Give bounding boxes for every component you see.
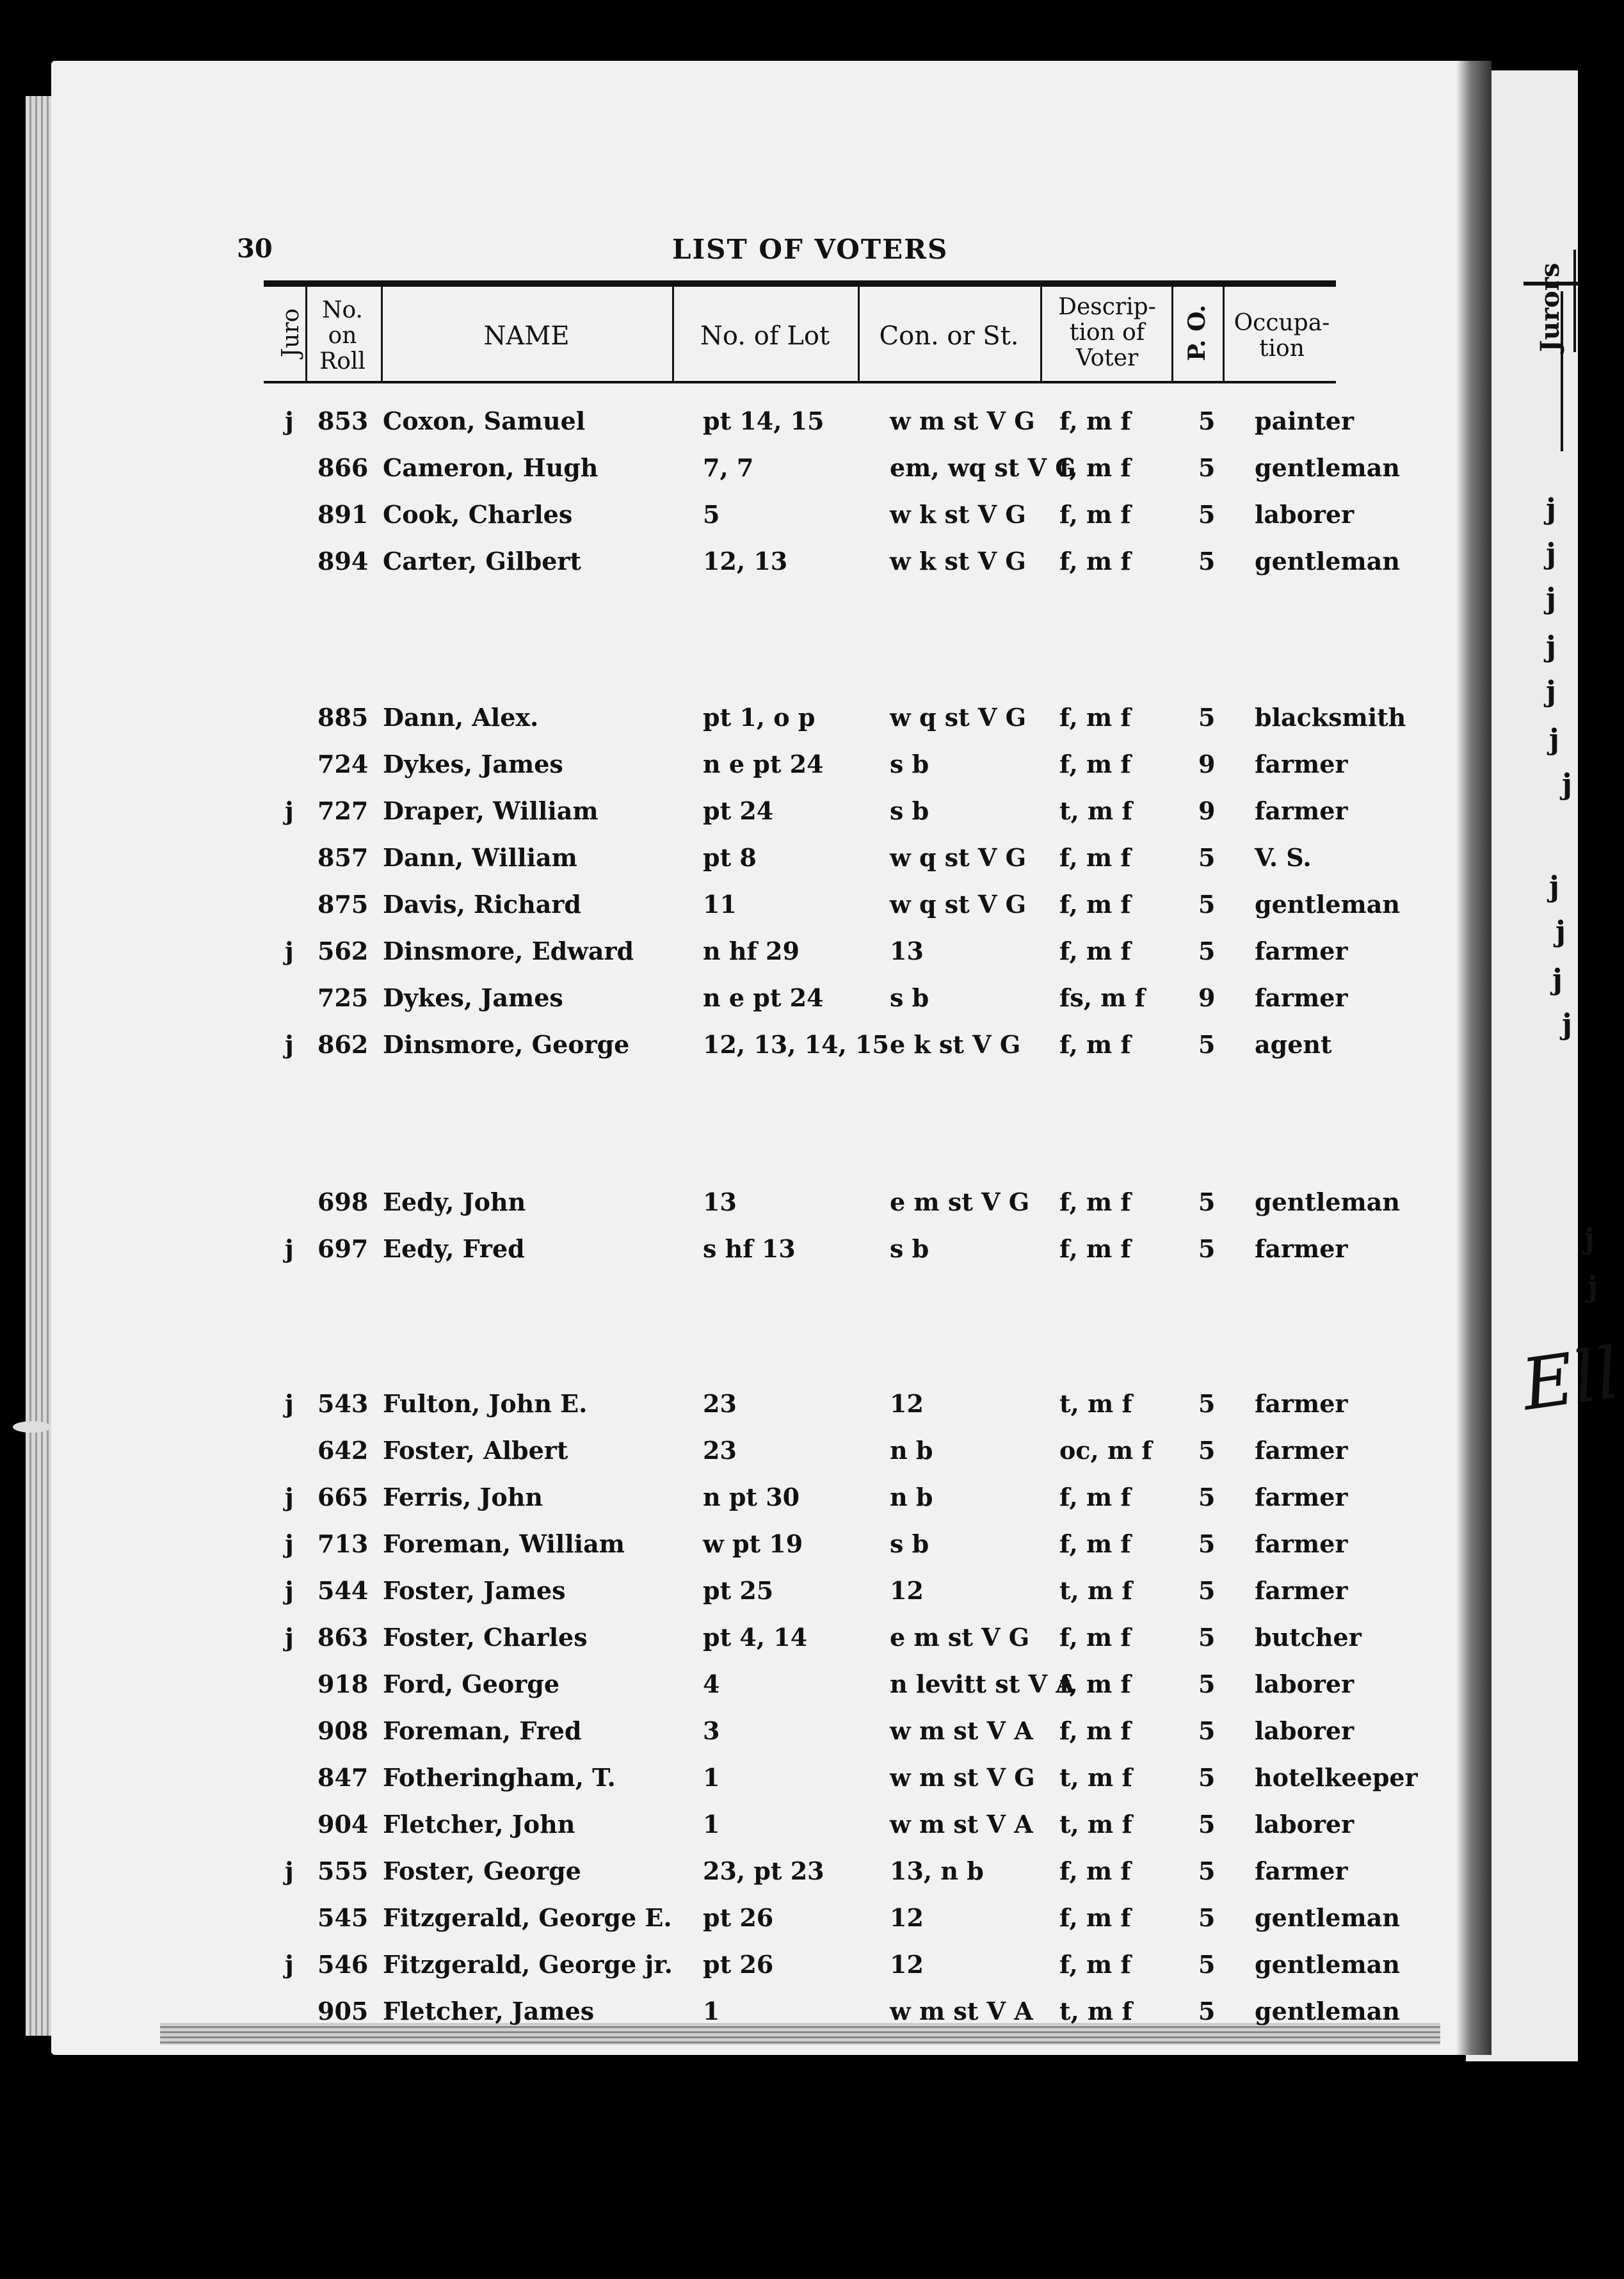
voter-name: Ferris, John [383, 1483, 543, 1511]
lot-number: s hf 13 [703, 1234, 796, 1263]
juror-mark: j [285, 1529, 294, 1558]
juror-mark: j [285, 407, 294, 435]
lot-number: pt 4, 14 [703, 1623, 808, 1652]
juror-mark: j [285, 1576, 294, 1605]
occupation: laborer [1255, 1670, 1355, 1698]
occupation: farmer [1255, 1856, 1348, 1885]
occupation: laborer [1255, 500, 1355, 529]
voter-name: Eedy, John [383, 1188, 526, 1216]
facing-page-juror-mark: j [1556, 915, 1566, 948]
facing-page-jurors-header: Jurors [1535, 250, 1576, 352]
post-office: 5 [1198, 1483, 1216, 1511]
lot-number: pt 8 [703, 843, 757, 872]
voter-name: Coxon, Samuel [383, 407, 586, 435]
voter-description: f, m f [1059, 500, 1131, 529]
concession: s b [890, 983, 929, 1012]
concession: 12 [890, 1389, 924, 1418]
juror-mark: j [285, 1389, 294, 1418]
col-header-con: Con. or St. [879, 321, 1019, 351]
facing-page-juror-mark: j [1546, 538, 1556, 570]
post-office: 5 [1198, 1670, 1216, 1698]
roll-number: 857 [318, 843, 369, 872]
table-row [0, 937, 1472, 975]
lot-number: 12, 13 [703, 547, 788, 576]
concession: w m st V A [890, 1810, 1033, 1839]
occupation: butcher [1255, 1623, 1362, 1652]
lot-number: 5 [703, 500, 720, 529]
post-office: 5 [1198, 1234, 1216, 1263]
concession: w k st V G [890, 500, 1026, 529]
table-row [0, 1763, 1472, 1801]
lot-number: 1 [703, 1763, 720, 1792]
concession: s b [890, 1529, 929, 1558]
roll-number: 724 [318, 750, 369, 778]
col-header-description: Descrip- tion of Voter [1058, 294, 1156, 371]
table-row [0, 1716, 1472, 1755]
roll-number: 862 [318, 1030, 369, 1059]
voter-description: f, m f [1059, 1716, 1131, 1745]
voter-name: Foster, George [383, 1856, 581, 1885]
voter-description: f, m f [1059, 750, 1131, 778]
voter-description: oc, m f [1059, 1436, 1152, 1465]
juror-mark: j [285, 1030, 294, 1059]
roll-number: 543 [318, 1389, 369, 1418]
post-office: 5 [1198, 1903, 1216, 1932]
table-row [0, 890, 1472, 928]
roll-number: 727 [318, 796, 369, 825]
lot-number: pt 26 [703, 1903, 774, 1932]
occupation: farmer [1255, 1389, 1348, 1418]
table-row [0, 1950, 1472, 1988]
roll-number: 904 [318, 1810, 369, 1839]
post-office: 5 [1198, 1950, 1216, 1979]
concession: 13, n b [890, 1856, 984, 1885]
occupation: farmer [1255, 1234, 1348, 1263]
voter-name: Dinsmore, Edward [383, 937, 634, 965]
voter-name: Dykes, James [383, 983, 563, 1012]
roll-number: 905 [318, 1997, 369, 2025]
table-row [0, 1903, 1472, 1942]
col-header-name: NAME [483, 321, 570, 351]
post-office: 5 [1198, 1576, 1216, 1605]
post-office: 5 [1198, 547, 1216, 576]
roll-number: 642 [318, 1436, 369, 1465]
lot-number: pt 1, o p [703, 703, 816, 732]
margin-scribble: Ell [1516, 1332, 1624, 1426]
occupation: gentleman [1255, 1997, 1400, 2025]
voter-description: f, m f [1059, 1623, 1131, 1652]
occupation: gentleman [1255, 1950, 1400, 1979]
post-office: 5 [1198, 1997, 1216, 2025]
voter-description: f, m f [1059, 547, 1131, 576]
facing-page-juror-mark: j [1546, 631, 1556, 663]
roll-number: 713 [318, 1529, 369, 1558]
concession: 12 [890, 1903, 924, 1932]
concession: n b [890, 1436, 933, 1465]
voter-name: Eedy, Fred [383, 1234, 525, 1263]
table-row [0, 1576, 1472, 1615]
concession: w m st V G [890, 1763, 1035, 1792]
occupation: farmer [1255, 1483, 1348, 1511]
lot-number: n hf 29 [703, 937, 800, 965]
lot-number: 1 [703, 1810, 720, 1839]
post-office: 5 [1198, 1856, 1216, 1885]
lot-number: 12, 13, 14, 15 [703, 1030, 889, 1059]
occupation: V. S. [1255, 843, 1312, 872]
post-office: 5 [1198, 500, 1216, 529]
post-office: 5 [1198, 890, 1216, 919]
col-header-juro: Juro [278, 308, 304, 358]
concession: s b [890, 796, 929, 825]
juror-mark: j [285, 1483, 294, 1511]
table-row [0, 1997, 1472, 2035]
table-row [0, 1670, 1472, 1708]
roll-number: 697 [318, 1234, 369, 1263]
concession: w m st V A [890, 1716, 1033, 1745]
voter-description: f, m f [1059, 890, 1131, 919]
post-office: 5 [1198, 453, 1216, 482]
occupation: farmer [1255, 1529, 1348, 1558]
lot-number: 7, 7 [703, 453, 754, 482]
roll-number: 891 [318, 500, 369, 529]
occupation: hotelkeeper [1255, 1763, 1418, 1792]
post-office: 9 [1198, 983, 1216, 1012]
voter-name: Fletcher, John [383, 1810, 575, 1839]
table-row [0, 1856, 1472, 1895]
roll-number: 725 [318, 983, 369, 1012]
facing-page-juror-mark: j [1588, 1271, 1598, 1303]
concession: 13 [890, 937, 924, 965]
post-office: 5 [1198, 843, 1216, 872]
facing-page-juror-mark: j [1552, 963, 1563, 996]
voter-name: Foster, Albert [383, 1436, 568, 1465]
voter-name: Davis, Richard [383, 890, 581, 919]
lot-number: 23 [703, 1389, 737, 1418]
occupation: gentleman [1255, 1903, 1400, 1932]
voter-description: f, m f [1059, 703, 1131, 732]
voter-description: f, m f [1059, 1856, 1131, 1885]
roll-number: 908 [318, 1716, 369, 1745]
voter-description: t, m f [1059, 1810, 1132, 1839]
juror-mark: j [285, 1234, 294, 1263]
facing-page-juror-mark: j [1549, 871, 1559, 903]
occupation: blacksmith [1255, 703, 1406, 732]
lot-number: 23, pt 23 [703, 1856, 824, 1885]
lot-number: n pt 30 [703, 1483, 800, 1511]
post-office: 5 [1198, 703, 1216, 732]
lot-number: 3 [703, 1716, 720, 1745]
header-bottom-rule [264, 381, 1336, 383]
concession: w m st V G [890, 407, 1035, 435]
concession: s b [890, 1234, 929, 1263]
col-header-po: P. O. [1184, 305, 1210, 361]
voter-description: t, m f [1059, 796, 1132, 825]
column-divider [1171, 287, 1173, 381]
page-number: 30 [237, 234, 273, 264]
column-divider [381, 287, 383, 381]
concession: 12 [890, 1576, 924, 1605]
column-divider [672, 287, 674, 381]
voter-name: Fitzgerald, George jr. [383, 1950, 673, 1979]
roll-number: 665 [318, 1483, 369, 1511]
post-office: 5 [1198, 1389, 1216, 1418]
post-office: 5 [1198, 1763, 1216, 1792]
roll-number: 545 [318, 1903, 369, 1932]
voter-description: t, m f [1059, 1389, 1132, 1418]
voter-name: Foster, James [383, 1576, 566, 1605]
post-office: 5 [1198, 1436, 1216, 1465]
post-office: 5 [1198, 937, 1216, 965]
table-row [0, 453, 1472, 492]
lot-number: pt 24 [703, 796, 774, 825]
table-row [0, 750, 1472, 788]
occupation: agent [1255, 1030, 1332, 1059]
voter-name: Foster, Charles [383, 1623, 588, 1652]
post-office: 5 [1198, 1810, 1216, 1839]
voter-name: Fletcher, James [383, 1997, 595, 2025]
voter-name: Dinsmore, George [383, 1030, 630, 1059]
table-row [0, 1483, 1472, 1521]
post-office: 9 [1198, 796, 1216, 825]
roll-number: 562 [318, 937, 369, 965]
concession: e m st V G [890, 1623, 1030, 1652]
post-office: 5 [1198, 1716, 1216, 1745]
juror-mark: j [285, 1623, 294, 1652]
voter-description: f, m f [1059, 453, 1131, 482]
voter-description: f, m f [1059, 1483, 1131, 1511]
voter-description: f, m f [1059, 1234, 1131, 1263]
roll-number: 894 [318, 547, 369, 576]
roll-number: 863 [318, 1623, 369, 1652]
roll-number: 698 [318, 1188, 369, 1216]
post-office: 5 [1198, 1623, 1216, 1652]
concession: w m st V A [890, 1997, 1033, 2025]
header-top-rule [264, 280, 1336, 287]
col-header-lot: No. of Lot [700, 321, 830, 351]
voter-description: t, m f [1059, 1763, 1132, 1792]
occupation: gentleman [1255, 1188, 1400, 1216]
voter-description: f, m f [1059, 843, 1131, 872]
roll-number: 853 [318, 407, 369, 435]
col-header-occupation: Occupa- tion [1234, 310, 1330, 362]
lot-number: 4 [703, 1670, 720, 1698]
occupation: painter [1255, 407, 1355, 435]
post-office: 5 [1198, 1188, 1216, 1216]
voter-description: f, m f [1059, 937, 1131, 965]
roll-number: 875 [318, 890, 369, 919]
concession: n levitt st V A [890, 1670, 1075, 1698]
voter-name: Foreman, Fred [383, 1716, 582, 1745]
table-row [0, 1234, 1472, 1273]
occupation: gentleman [1255, 890, 1400, 919]
juror-mark: j [285, 1856, 294, 1885]
table-row [0, 1188, 1472, 1226]
occupation: farmer [1255, 1436, 1348, 1465]
column-divider [858, 287, 860, 381]
voter-name: Dann, Alex. [383, 703, 539, 732]
lot-number: pt 25 [703, 1576, 774, 1605]
concession: n b [890, 1483, 933, 1511]
voter-name: Draper, William [383, 796, 599, 825]
occupation: farmer [1255, 796, 1348, 825]
juror-mark: j [285, 1950, 294, 1979]
table-row [0, 547, 1472, 585]
occupation: gentleman [1255, 453, 1400, 482]
occupation: laborer [1255, 1810, 1355, 1839]
roll-number: 866 [318, 453, 369, 482]
voter-name: Fulton, John E. [383, 1389, 588, 1418]
table-row [0, 983, 1472, 1022]
facing-page-juror-mark: j [1562, 1008, 1572, 1041]
voter-description: t, m f [1059, 1997, 1132, 2025]
concession: e m st V G [890, 1188, 1030, 1216]
table-row [0, 1623, 1472, 1661]
facing-page-juror-mark: j [1546, 583, 1556, 615]
occupation: farmer [1255, 750, 1348, 778]
table-row [0, 1389, 1472, 1428]
concession: w q st V G [890, 703, 1027, 732]
roll-number: 885 [318, 703, 369, 732]
roll-number: 544 [318, 1576, 369, 1605]
lot-number: 1 [703, 1997, 720, 2025]
voter-description: f, m f [1059, 1030, 1131, 1059]
voter-description: f, m f [1059, 1670, 1131, 1698]
post-office: 5 [1198, 1030, 1216, 1059]
facing-page-juror-mark: j [1584, 1223, 1595, 1255]
voter-description: f, m f [1059, 407, 1131, 435]
occupation: gentleman [1255, 547, 1400, 576]
roll-number: 918 [318, 1670, 369, 1698]
table-row [0, 1529, 1472, 1568]
lot-number: pt 26 [703, 1950, 774, 1979]
voter-name: Fotheringham, T. [383, 1763, 616, 1792]
table-row [0, 1810, 1472, 1848]
voter-description: f, m f [1059, 1950, 1131, 1979]
concession: s b [890, 750, 929, 778]
facing-page-juror-mark: j [1549, 723, 1559, 756]
voter-name: Ford, George [383, 1670, 560, 1698]
table-row [0, 1030, 1472, 1068]
table-row [0, 500, 1472, 538]
post-office: 5 [1198, 407, 1216, 435]
voter-name: Cameron, Hugh [383, 453, 599, 482]
lot-number: 11 [703, 890, 737, 919]
voter-description: fs, m f [1059, 983, 1145, 1012]
voter-name: Fitzgerald, George E. [383, 1903, 672, 1932]
page-title: LIST OF VOTERS [672, 234, 949, 265]
voter-description: t, m f [1059, 1576, 1132, 1605]
voter-name: Cook, Charles [383, 500, 573, 529]
lot-number: 13 [703, 1188, 737, 1216]
voter-name: Foreman, William [383, 1529, 625, 1558]
lot-number: 23 [703, 1436, 737, 1465]
roll-number: 847 [318, 1763, 369, 1792]
table-row [0, 843, 1472, 882]
voter-description: f, m f [1059, 1903, 1131, 1932]
facing-page-juror-mark: j [1546, 675, 1556, 708]
table-row [0, 703, 1472, 741]
concession: em, wq st V G [890, 453, 1076, 482]
post-office: 9 [1198, 750, 1216, 778]
concession: w q st V G [890, 843, 1027, 872]
column-divider [1040, 287, 1042, 381]
concession: w q st V G [890, 890, 1027, 919]
column-divider [305, 287, 307, 381]
concession: w k st V G [890, 547, 1026, 576]
voter-name: Dann, William [383, 843, 577, 872]
roll-number: 555 [318, 1856, 369, 1885]
juror-mark: j [285, 796, 294, 825]
column-divider [1223, 287, 1225, 381]
roll-number: 546 [318, 1950, 369, 1979]
occupation: farmer [1255, 937, 1348, 965]
facing-page-juror-mark: j [1562, 768, 1572, 801]
col-header-no-on-roll: No. on Roll [319, 297, 366, 374]
facing-page-juror-mark: j [1546, 493, 1556, 526]
occupation: farmer [1255, 983, 1348, 1012]
concession: e k st V G [890, 1030, 1021, 1059]
table-row [0, 796, 1472, 835]
table-row [0, 407, 1472, 445]
lot-number: n e pt 24 [703, 983, 824, 1012]
voter-description: f, m f [1059, 1188, 1131, 1216]
lot-number: w pt 19 [703, 1529, 803, 1558]
concession: 12 [890, 1950, 924, 1979]
occupation: farmer [1255, 1576, 1348, 1605]
lot-number: n e pt 24 [703, 750, 824, 778]
voter-name: Carter, Gilbert [383, 547, 581, 576]
voter-name: Dykes, James [383, 750, 563, 778]
juror-mark: j [285, 937, 294, 965]
occupation: laborer [1255, 1716, 1355, 1745]
post-office: 5 [1198, 1529, 1216, 1558]
lot-number: pt 14, 15 [703, 407, 824, 435]
table-row [0, 1436, 1472, 1474]
voter-description: f, m f [1059, 1529, 1131, 1558]
